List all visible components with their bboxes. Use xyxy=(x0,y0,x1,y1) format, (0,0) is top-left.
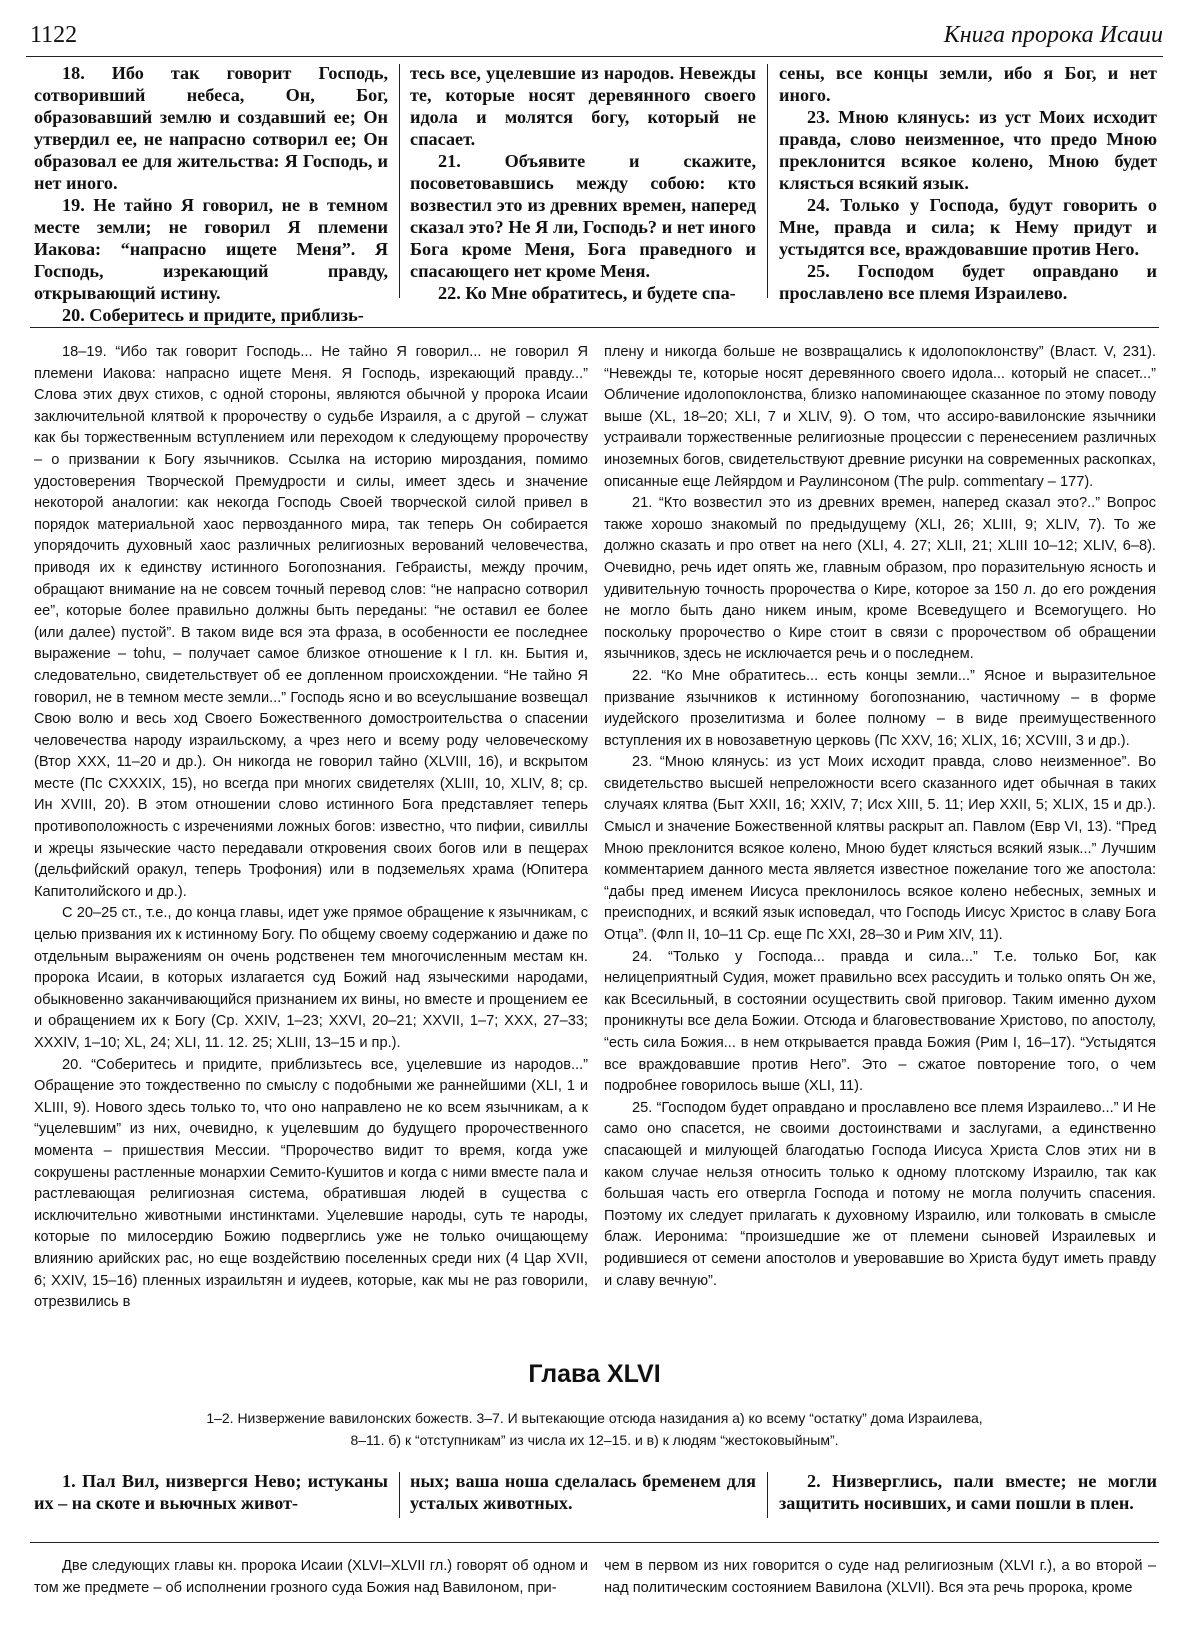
verse-22-end: сены, все концы земли, ибо я Бог, и нет иного. xyxy=(779,63,1157,105)
section-rule-bottom xyxy=(30,1542,1159,1543)
verse-19: 19. Не тайно Я говорил, не в темном месте земли; не говорил Я племени Иакова: “напрасно ищете Меня”. Я Господь, изрекающий правду, открывающий истину. xyxy=(34,195,388,303)
commentary-col2 xyxy=(604,342,1156,1292)
verse-24: 24. Только у Господа, будут говорить о Мне, правда и сила; к Нему придут и устыдятся все, враждовавшие против Него. xyxy=(779,195,1157,259)
verses-top-col2 xyxy=(410,62,756,304)
commentary-20-25-intro: С 20–25 ст., т.е., до конца главы, идет уже прямое обращение к язычникам, с целью призвания их к истинному Богу. По общему своему содержанию и даже по отдельным выражениям он очень родственен тем многочисленным местам кн. пророка Исаии, в которых излагается суд Божий над языческими народами, обыкновенно заканчивающийся признанием их вины, но вместе и прощением ее и обращением их к Богу (Ср. XXIV, 1–23; XXVI, 20–21; XXVII, 1–7; XXX, 27–33; XXXIV, 1–10; XL, 24; XLI, 11. 12. 25; XLIII, 13–15 и пр.). xyxy=(34,905,588,1051)
verse-23: 23. Мною клянусь: из уст Моих исходит правда, слово неизменное, что предо Мною преклонится всякое колено, Мною будет клясться всякий язык. xyxy=(779,107,1157,193)
verse-column-separator xyxy=(767,64,768,298)
verses-top-col1 xyxy=(34,62,388,326)
section-rule xyxy=(30,327,1159,328)
verse-20-end: тесь все, уцелевшие из народов. Невежды те, которые носят деревянного своего идола и молятся богу, который не спасает. xyxy=(410,63,756,149)
commentary-23: 23. “Мною клянусь: из уст Моих исходит правда, слово неизменное”. Во свидетельство высшей непреложности всего сказанного идет обычная в таких случаях клятва (Быт XXII, 16; XXIV, 7; Исх XIII, 5. 11; Иер XXII, 5; XLIX, 15 и др.). Смысл и значение Божественной клятвы раскрыт ап. Павлом (Евр VI, 13). “Пред Мною преклонится всякое колено, Мною будет клясться всякий язык...” Лучшим комментарием данного места является известное пожелание того же апостола: “дабы пред именем Иисуса преклонилось всякое колено небесных, земных и преисподних, и всякий язык исповедал, что Господь Иисус Христос в славу Бога Отца”. (Флп II, 10–11 Ср. еще Пс XXI, 28–30 и Рим XIV, 11). xyxy=(604,754,1156,944)
verse-25: 25. Господом будет оправдано и прославлено все племя Израилево. xyxy=(779,261,1157,303)
chapter-summary-line2: 8–11. б) к “отступникам” из числа их 12–15. и в) к людям “жестоковыйным”. xyxy=(350,1432,839,1448)
verse-18: 18. Ибо так говорит Господь, сотворивший небеса, Он, Бог, образовавший землю и создавший ее; Он утвердил ее, не напрасно сотворил ее; Он образовал ее для жительства: Я Господь, и нет иного. xyxy=(34,63,388,193)
commentary-21: 21. “Кто возвестил это из древних времен, наперед сказал это?..” Вопрос также хорошо знакомый по предыдущему (XLI, 26; XLIII, 9; XLIV, 7). То же должно сказать и про ответ на него (XLI, 4. 27; XLII, 21; XLIII 10–12; XLIV, 6–8). Очевидно, речь идет опять же, главным образом, про поразительную ясность и удивительную точность пророчества о Кире, которое за 150 л. до его рождения не могло быть дано никем иным, кроме Всеведущего и Всемогущего. Но поскольку пророчество о Кире стоит в связи с пророчеством об обращении язычников, здесь не исключается речь и о последнем. xyxy=(604,495,1156,663)
verse-22-start: 22. Ко Мне обратитесь, и будете спа- xyxy=(438,283,736,303)
verse-column-separator xyxy=(767,1472,768,1518)
commentary-25: 25. “Господом будет оправдано и прославлено все племя Израилево...” И Не само оно спасется, не своими достоинствами и заслугами, а единственно спасающей и милующей благодатью Господа Иисуса Христа Слов этих ни в каком случае нельзя относить только к одному плотскому Израилю, так как большая часть его отвергла Господа и потому не могла получить спасения. Поэтому их следует прилагать к духовному Израилю, или толковать в смысле блаж. Иеронима: “произшедшие же от племени сыновей Израилевых и родившиеся от семени апостолов и уверовавшие во Христа будут иметь правду и славу вечную”. xyxy=(604,1099,1156,1289)
chapter-summary-line1: 1–2. Низвержение вавилонских божеств. 3–7. И вытекающие отсюда назидания а) ко всему “остатку” дома Израилева, xyxy=(206,1410,983,1426)
chapter-summary xyxy=(160,1407,1029,1451)
commentary-22: 22. “Ко Мне обратитесь... есть концы земли...” Ясное и выразительное призвание язычников к истинному богопознанию, частичному – в форме иудейского прозелитизма и более полному – в виде преимущественного вступления их в новозаветную церковь (Пс XXV, 16; XLIX, 16; XCVIII, 3 и др.). xyxy=(604,667,1156,749)
commentary-46-intro: Две следующих главы кн. пророка Исаии (XLVI–XLVII гл.) говорят об одном и том же предмете – об исполнении грозного суда Божия над Вавилоном, при- xyxy=(34,1558,588,1596)
commentary-20-end: плену и никогда больше не возвращались к идолопоклонству” (Власт. V, 231). “Невежды те, которые носят деревянного своего идола... который не спасет...” Обличение идолопоклонства, близко напоминающее сказанное по этому поводу выше (XL, 18–20; XLI, 7 и XLIV, 9). О том, что ассиро-вавилонские язычники устраивали торжественные религиозные процессии с перенесением различных иноземных богов, свидетельствуют древние рисунки на современных раскопках, описанные еще Лейярдом и Раулинсоном (The pulp. commentary – 177). xyxy=(604,344,1156,490)
commentary-bottom-col2 xyxy=(604,1556,1156,1599)
verse-2: 2. Низверглись, пали вместе; не могли защитить носивших, и сами пошли в плен. xyxy=(779,1471,1157,1513)
verses-bottom-col1 xyxy=(34,1470,388,1514)
verse-21: 21. Объявите и скажите, посоветовавшись между собою: кто возвестил это из древних времен, наперед сказал это? Не Я ли, Господь? и нет иного Бога кроме Меня, Бога праведного и спасающего нет кроме Меня. xyxy=(410,151,756,281)
commentary-18-19: 18–19. “Ибо так говорит Господь... Не тайно Я говорил... не говорил Я племени Иакова: напрасно ищете Меня. Я Господь, изрекающий правду...” Слова этих двух стихов, с одной стороны, являются обычной у пророка Исаии заключительной клятвой к пророчеству о судьбе Израиля, а с другой – служат как бы торжественным вступлением или переходом к следующему пророчеству – о призвании к Богу язычников. Ссылка на историю мироздания, помимо удостоверения Творческой Премудрости и силы, имеет здесь и значение некоторой аналогии: как некогда Господь Своей творческой силой привел в порядок материальной хаос первозданного мира, так теперь Он собирается упорядочить духовный хаос различных религиозных верований человечества, приводя их к единству истинного Богопознания. Гебраисты, между прочим, обращают внимание на не совсем точный перевод слов: “не напрасно сотворил ее”, которые более правильно должны быть переданы: “не оставил ее более (или далее) пустой”. В таком виде вся эта фраза, в особенности ее последнее выражение – tohu, – получает самое близкое отношение к I гл. кн. Бытия и, следовательно, свидетельствует об ее допленном происхождении. “Не тайно Я говорил, не в темном месте земли...” Господь ясно и во всеуслышание возвещал Свою волю и весь ход Своего Божественного домостроительства о спасении человечества народу израильскому, а чрез него и всему роду человеческому (Втор XXX, 11–20 и др.). Он никогда не говорил тайно (XLVIII, 16), и вскрытом месте (Пс CXXXIX, 15), но всегда при многих свидетелях (XLIII, 10, XLIV, 8; ср. Ин XVIII, 20). В этом отношении слово истинного Бога представляет теперь противоположность с изречениями ложных богов: известно, что пифии, сивиллы и жрецы языческие часто передавали откровения своих богов или в пещерах (дельфийский оракул, теперь Трофония) или в подземельях храма (Юпитера Капитолийского и др.). xyxy=(34,344,588,900)
verse-20-start: 20. Соберитесь и придите, приблизь- xyxy=(62,305,364,325)
commentary-46-intro-cont: чем в первом из них говорится о суде над религиозным (XLVI г.), а во второй – над политическим состоянием Вавилона (XLVII). Вся эта речь пророка, кроме xyxy=(604,1558,1156,1596)
commentary-bottom-col1 xyxy=(34,1556,588,1599)
commentary-20: 20. “Соберитесь и придите, приблизьтесь все, уцелевшие из народов...” Обращение это тождественно по смыслу с подобными же раннейшими (XLI, 1 и XLIII, 9). Нового здесь только то, что оно направлено не ко всем язычникам, а к “уцелевшим” из них, очевидно, к уцелевшим до будущего пророчественного момента – пришествия Мессии. “Пророчество видит то время, когда уже сокрушены растленные монархии Семито-Кушитов и когда с ними вместе пала и растлевающая религиозная система, обратившая людей в существа с исключительно животными инстинктами. Уцелевшие народы, суть те народы, которые по милосердию Божию подверглись уже не только очищающему влиянию арийских рас, но еще воздействию поселенных среди них (4 Цар XVII, 6; XXIV, 15–16) пленных израильтян и иудеев, которые, как мы не раз говорили, отрезвились в xyxy=(34,1056,588,1311)
page-number: 1122 xyxy=(30,22,78,48)
commentary-24: 24. “Только у Господа... правда и сила...” Т.е. только Бог, как нелицеприятный Судия, может правильно всех рассудить и только опять Он же, как Всесильный, в состоянии осуществить свой приговор. Таким именно духом проникнуты все дела Божии. Отсюда и благовествование Христово, по апостолу, “есть сила Божия... в нем открывается правда Божия (Рим I, 16–17). “Устыдятся все враждовавшие против Него”. Это – сжатое повторение того, о чем подробнее говорилось выше (XLI, 11). xyxy=(604,948,1156,1095)
verses-bottom-col3 xyxy=(779,1470,1157,1514)
running-title: Книга пророка Исаии xyxy=(943,22,1163,48)
commentary-col1 xyxy=(34,342,588,1314)
verses-bottom-col2 xyxy=(410,1470,756,1514)
header-rule xyxy=(26,56,1163,57)
verse-column-separator xyxy=(399,64,400,298)
verse-1-end: ных; ваша ноша сделалась бременем для усталых животных. xyxy=(410,1471,756,1513)
verse-column-separator xyxy=(399,1472,400,1518)
chapter-title: Глава XLVI xyxy=(528,1360,661,1388)
verse-1: 1. Пал Вил, низвергся Нево; истуканы их – на скоте и вьючных живот- xyxy=(34,1471,388,1513)
verses-top-col3 xyxy=(779,62,1157,304)
